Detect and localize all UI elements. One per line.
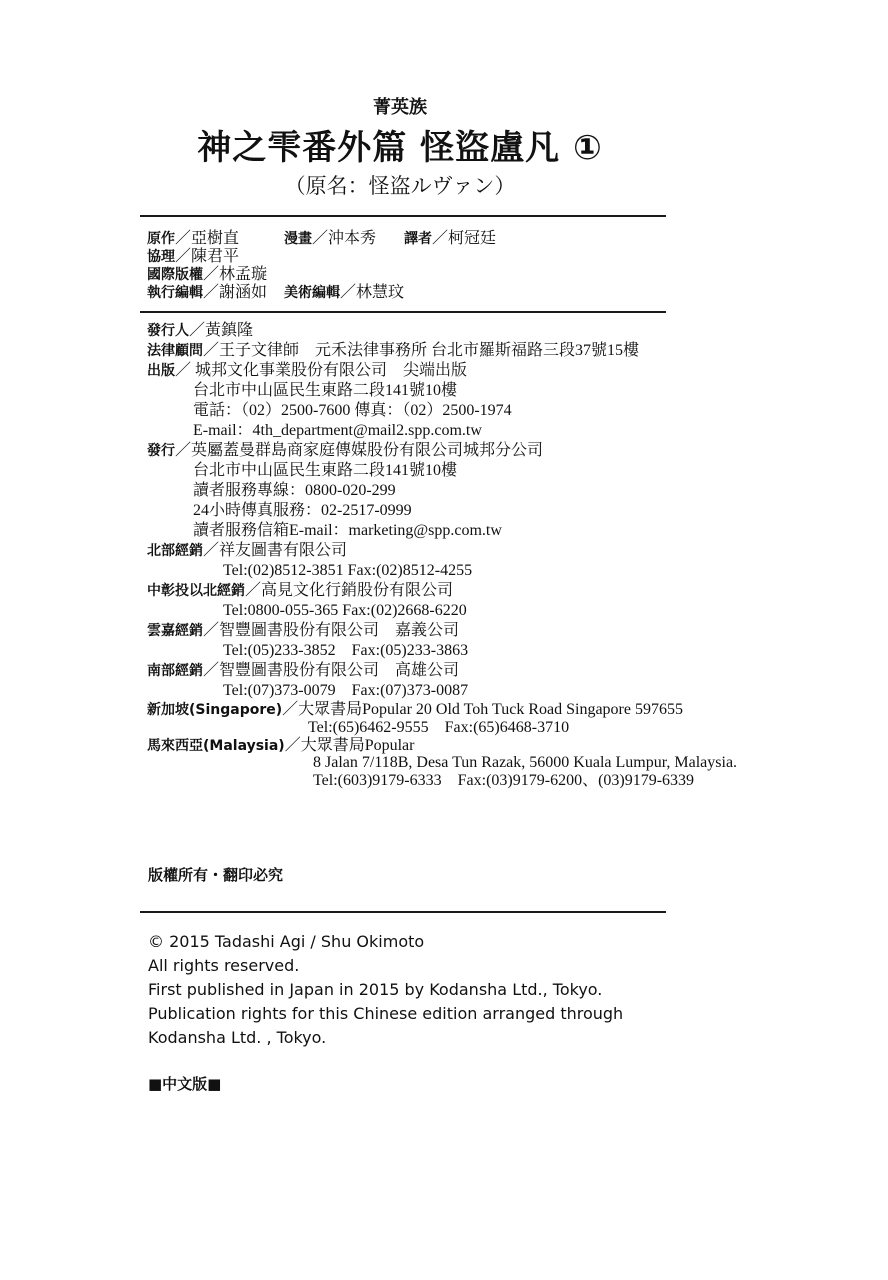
assist-value: ／陳君平 [175, 248, 240, 265]
copyright-line-4: Publication rights for this Chinese edition arranged through [148, 1004, 624, 1023]
divider-middle [140, 311, 666, 313]
legal-value: ／王子文律師 元禾法律事務所 台北市羅斯福路三段37號15樓 [203, 342, 640, 359]
manga-value: ／沖本秀 [312, 230, 377, 247]
south-value: ／智豐圖書股份有限公司 高雄公司 [203, 662, 460, 679]
south-tel-text: Tel:(07)373-0079 Fax:(07)373-0087 [223, 682, 469, 699]
author-label: 原作 [147, 231, 175, 247]
divider-bottom [140, 911, 666, 913]
singapore-tel-text: Tel:(65)6462-9555 Fax:(65)6468-3710 [308, 719, 570, 736]
author-value: ／亞樹直 [175, 230, 240, 247]
dist-address-text: 台北市中山區民生東路二段141號10樓 [193, 462, 458, 479]
dist-hotline [193, 481, 396, 501]
north-tel-text: Tel:(02)8512-3851 Fax:(02)8512-4255 [223, 562, 473, 579]
publish-label: 出版 [147, 363, 175, 379]
edition-label: ■中文版■ [148, 1075, 222, 1093]
malaysia-label: 馬來西亞(Malaysia) [147, 738, 285, 754]
translator-value: ／柯冠廷 [432, 230, 497, 247]
rights-value: ／林孟璇 [203, 266, 268, 283]
credit-manga [284, 229, 376, 249]
north-label: 北部經銷 [147, 543, 203, 559]
central-tel-text: Tel:0800-055-365 Fax:(02)2668-6220 [223, 602, 467, 619]
singapore-value: ／大眾書局Popular 20 Old Toh Tuck Road Singapore 597655 [282, 701, 683, 718]
publish-line [147, 361, 467, 381]
book-title: 神之雫番外篇 怪盜盧凡 ① [197, 128, 603, 168]
assist-label: 協理 [147, 249, 175, 265]
copyright-line-3: First published in Japan in 2015 by Kodansha Ltd., Tokyo. [148, 980, 603, 999]
copyright-line-2: All rights reserved. [148, 956, 300, 975]
north-value: ／祥友圖書有限公司 [203, 542, 348, 559]
publish-email-text: E-mail：4th_department@mail2.spp.com.tw [193, 422, 482, 439]
credit-editor [147, 283, 267, 303]
north-tel [223, 561, 472, 581]
issuer-value: ／黃鎮隆 [189, 322, 254, 339]
credit-assist [147, 247, 239, 267]
manga-label: 漫畫 [284, 231, 312, 247]
publish-phone [193, 401, 512, 421]
publish-value: ／ 城邦文化事業股份有限公司 尖端出版 [175, 362, 468, 379]
legal-line [147, 341, 639, 361]
singapore-tel [308, 718, 569, 738]
translator-label: 譯者 [404, 231, 432, 247]
issuer-label: 發行人 [147, 323, 189, 339]
publish-address [193, 381, 457, 401]
divider-top [140, 215, 666, 217]
dist-fax-text: 24小時傳真服務：02-2517-0999 [193, 502, 412, 519]
malaysia-address-text: 8 Jalan 7/118B, Desa Tun Razak, 56000 Kuala Lumpur, Malaysia. [313, 754, 738, 771]
central-line [147, 581, 453, 601]
central-label: 中彰投以北經銷 [147, 583, 245, 599]
dist-email-text: 讀者服務信箱E-mail：marketing@spp.com.tw [193, 522, 502, 539]
art-value: ／林慧玟 [340, 284, 405, 301]
credit-translator [404, 229, 496, 249]
issuer-line [147, 321, 253, 341]
singapore-label: 新加坡(Singapore) [147, 702, 283, 718]
publish-phone-text: 電話：（02）2500-7600 傳真：（02）2500-1974 [193, 402, 512, 419]
credit-row-1 [147, 229, 239, 249]
south-line [147, 661, 459, 681]
credit-rights [147, 265, 267, 285]
malaysia-tel-text: Tel:(603)9179-6333 Fax:(03)9179-6200、(03)9179-6339 [313, 772, 695, 789]
editor-value: ／謝涵如 [203, 284, 268, 301]
copyright-line-1: © 2015 Tadashi Agi / Shu Okimoto [148, 932, 425, 951]
series-label: 菁英族 [373, 97, 427, 118]
credit-art [284, 283, 404, 303]
art-label: 美術編輯 [284, 285, 340, 301]
dist-line [147, 441, 543, 461]
yunjia-tel [223, 641, 468, 661]
south-tel [223, 681, 468, 701]
yunjia-label: 雲嘉經銷 [147, 623, 203, 639]
rights-notice: 版權所有・翻印必究 [148, 866, 284, 884]
yunjia-value: ／智豐圖書股份有限公司 嘉義公司 [203, 622, 460, 639]
dist-email [193, 521, 502, 541]
publish-email [193, 421, 482, 441]
legal-label: 法律顧問 [147, 343, 203, 359]
yunjia-line [147, 621, 459, 641]
north-line [147, 541, 347, 561]
publish-address-text: 台北市中山區民生東路二段141號10樓 [193, 382, 458, 399]
dist-hotline-text: 讀者服務專線：0800-020-299 [193, 482, 396, 499]
malaysia-value: ／大眾書局Popular [284, 737, 415, 754]
copyright-line-5: Kodansha Ltd. , Tokyo. [148, 1028, 327, 1047]
editor-label: 執行編輯 [147, 285, 203, 301]
central-tel [223, 601, 467, 621]
dist-label: 發行 [147, 443, 175, 459]
dist-address [193, 461, 457, 481]
original-title: （原名：怪盗ルヴァン） [284, 174, 516, 198]
dist-fax [193, 501, 412, 521]
rights-label: 國際版權 [147, 267, 203, 283]
singapore-line [147, 700, 683, 720]
central-value: ／高見文化行銷股份有限公司 [245, 582, 454, 599]
malaysia-tel [313, 771, 694, 791]
dist-value: ／英屬蓋曼群島商家庭傳媒股份有限公司城邦分公司 [175, 442, 544, 459]
south-label: 南部經銷 [147, 663, 203, 679]
yunjia-tel-text: Tel:(05)233-3852 Fax:(05)233-3863 [223, 642, 469, 659]
malaysia-address [313, 753, 737, 773]
